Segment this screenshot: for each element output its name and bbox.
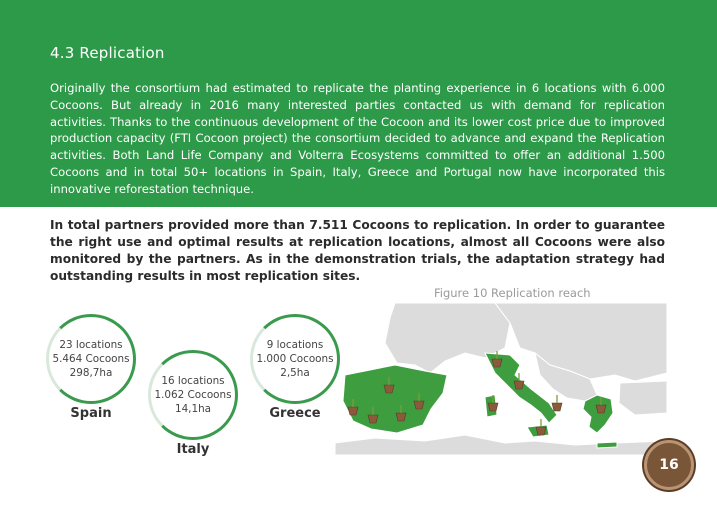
intro-paragraph: Originally the consortium had estimated to replicate the planting experience in 6 locations with 6.000 Cocoons. But already in 2016 many interested parties contacted us with demand for replication activities. Thanks to the continuous development of the Cocoon and its lower cost price due to improved production capacity (FTI Cocoon project) the consortium decided to advance and expand the Replication activities. Both Land Life Company and Volterra Ecosystems committed to offer an additional 1.500 Cocoons and in total 50+ locations in Spain, Italy, Greece and Portugal now have incorporated this innovative reforestation technique. bbox=[50, 81, 665, 196]
italy-cocoons: 1.062 Cocoons bbox=[154, 389, 232, 401]
italy-locations: 16 locations bbox=[161, 375, 225, 387]
greece-cocoons: 1.000 Cocoons bbox=[256, 353, 334, 365]
figure-caption: Figure 10 Replication reach bbox=[434, 286, 591, 300]
page-number-badge: 16 bbox=[644, 440, 694, 490]
greece-stat-circle bbox=[250, 314, 340, 404]
header-band bbox=[0, 0, 717, 207]
greece-area: 2,5ha bbox=[280, 367, 310, 379]
greece-label: Greece bbox=[269, 406, 321, 421]
greece-locations: 9 locations bbox=[266, 339, 324, 351]
italy-stat-circle bbox=[148, 350, 238, 440]
spain-locations: 23 locations bbox=[59, 339, 123, 351]
spain-cocoons: 5.464 Cocoons bbox=[52, 353, 130, 365]
italy-area: 14,1ha bbox=[174, 403, 212, 415]
summary-paragraph: In total partners provided more than 7.511 Cocoons to replication. In order to guarantee the right use and optimal results at replication locations, almost all Cocoons were also monitored by the partners. As in the demonstration trials, the adaptation strategy had outstanding results in most replication sites. bbox=[50, 218, 665, 283]
replication-map bbox=[335, 303, 667, 455]
spain-stat-circle bbox=[46, 314, 136, 404]
section-title: 4.3 Replication bbox=[50, 44, 165, 62]
italy-label: Italy bbox=[176, 442, 210, 457]
spain-area: 298,7ha bbox=[69, 367, 113, 379]
spain-label: Spain bbox=[70, 406, 112, 421]
